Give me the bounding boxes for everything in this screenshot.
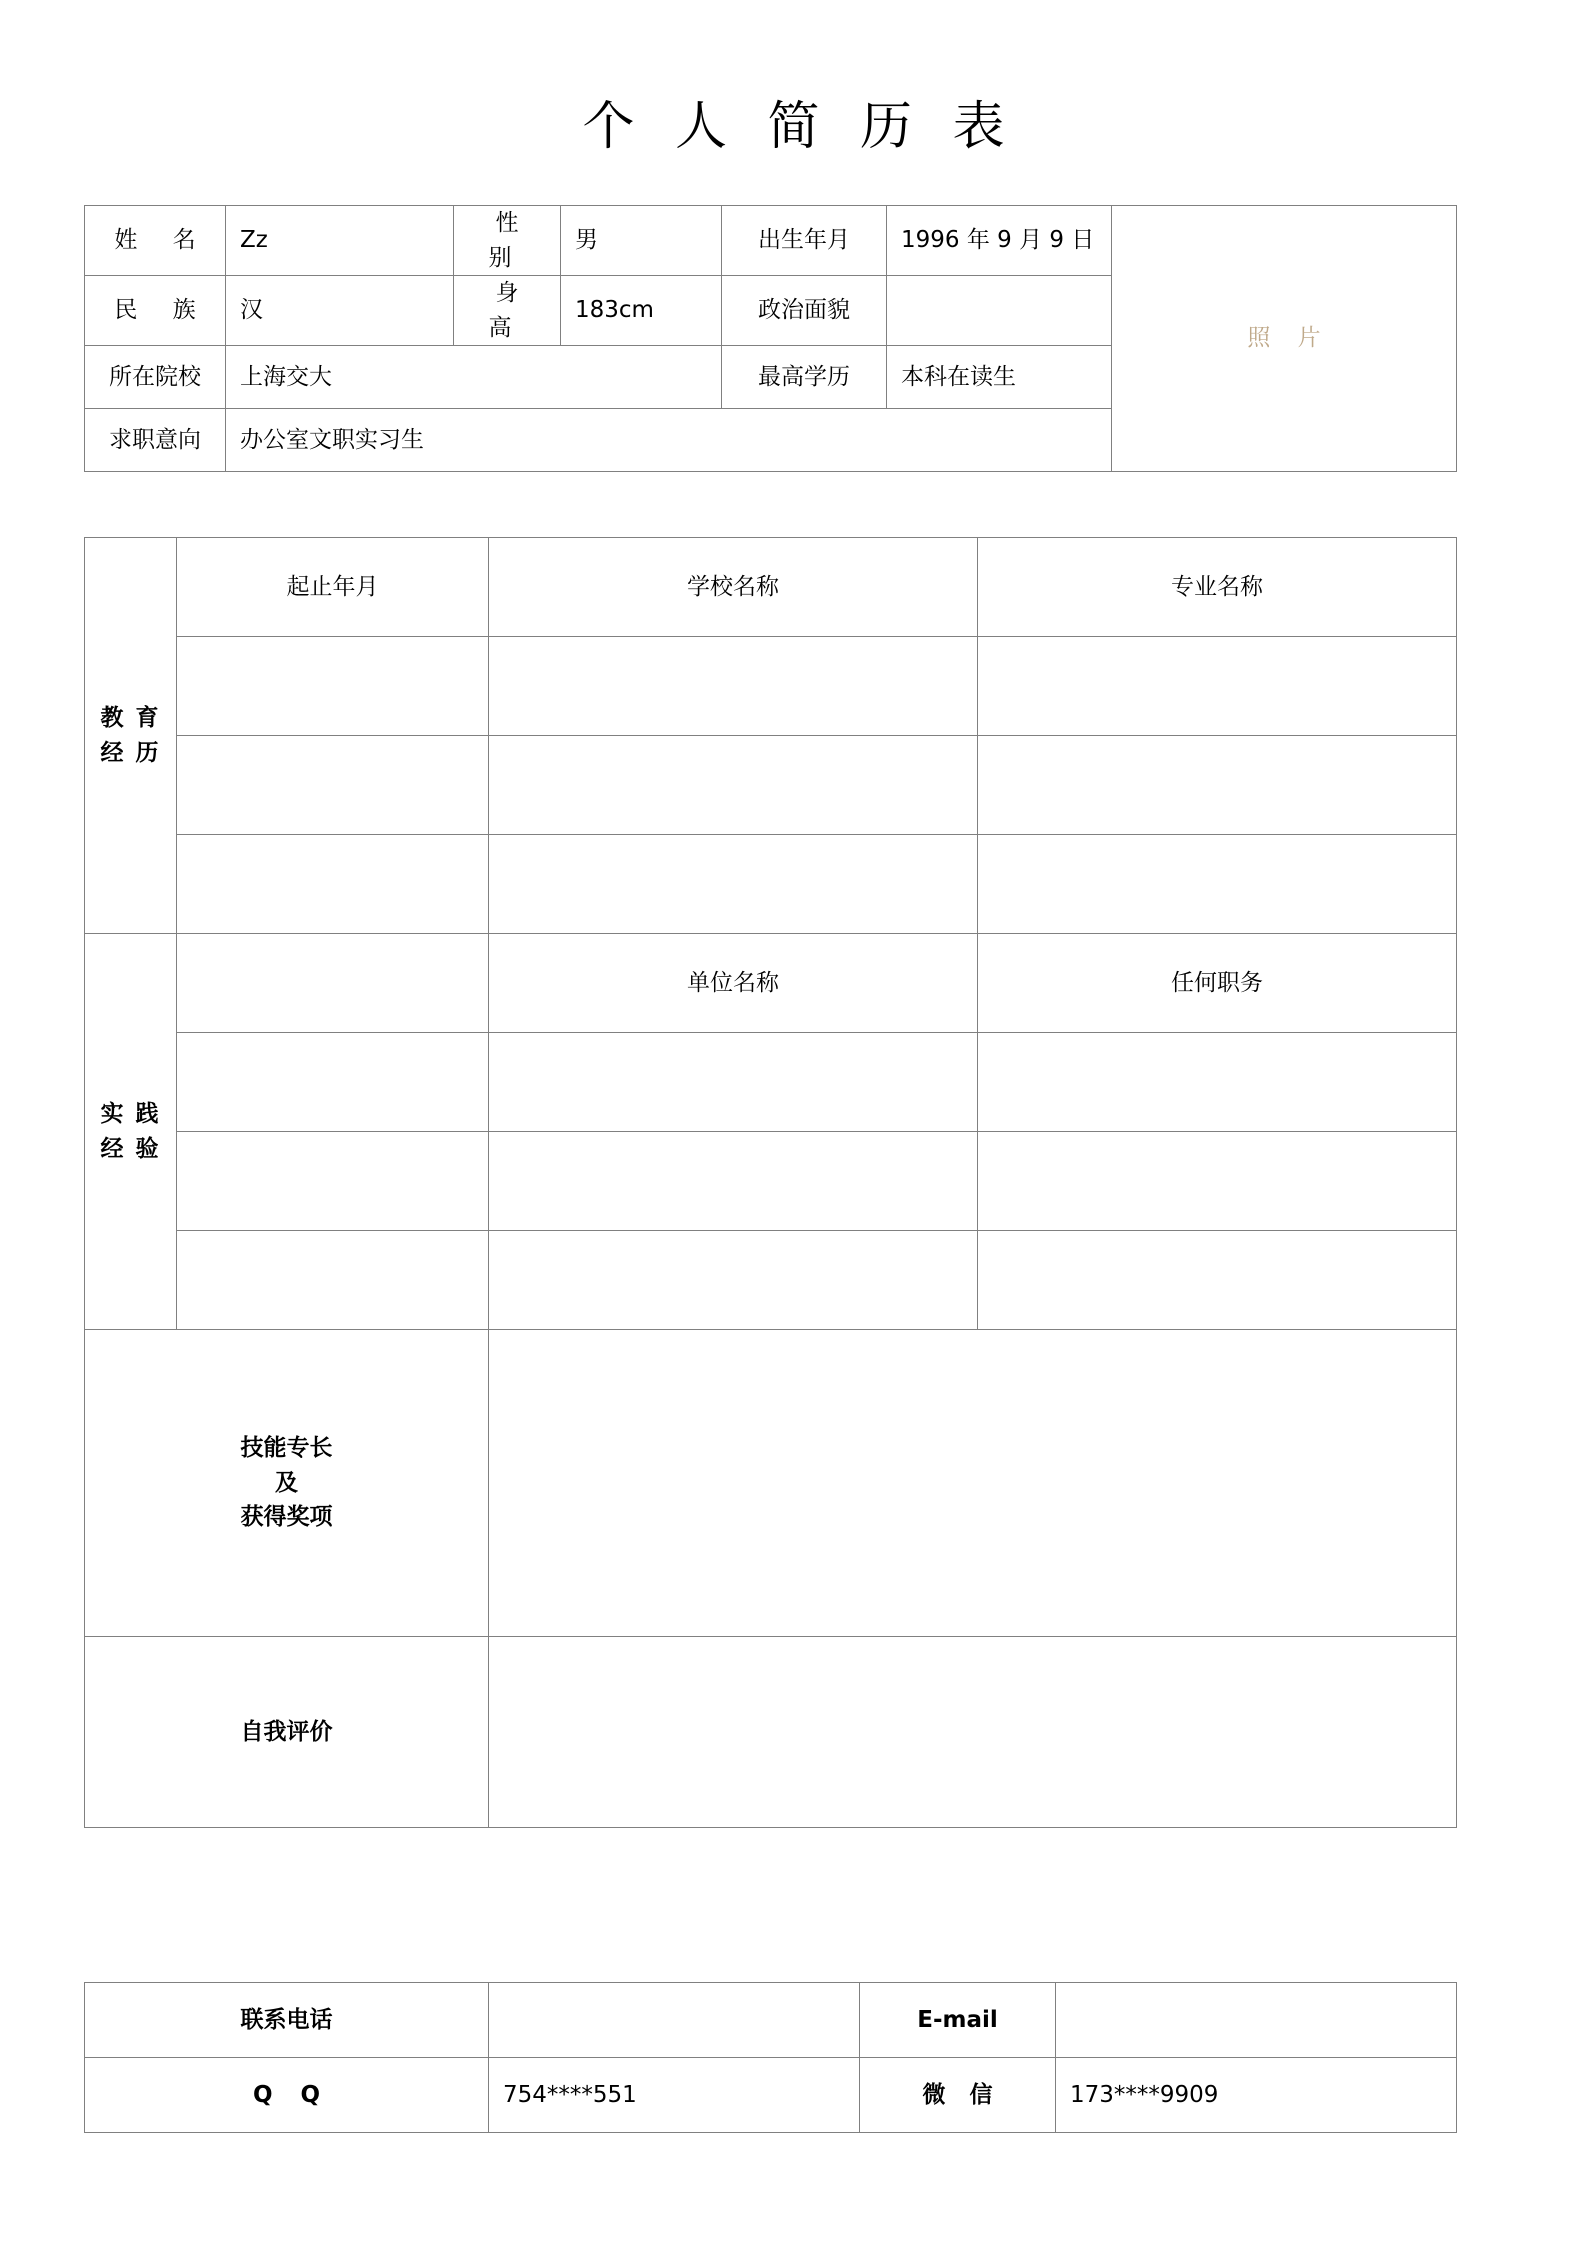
experience-cell-dates[interactable] bbox=[177, 1033, 489, 1132]
education-cell-dates[interactable] bbox=[177, 637, 489, 736]
height-label: 身 高 bbox=[454, 276, 561, 346]
personal-info-table bbox=[84, 205, 1457, 472]
school-label: 所在院校 bbox=[85, 346, 226, 409]
skills-section-content[interactable] bbox=[489, 1330, 1457, 1637]
table-row bbox=[85, 1983, 1457, 2058]
gender-value[interactable]: 男 bbox=[561, 206, 722, 276]
table-row bbox=[85, 1132, 1457, 1231]
political-status-label: 政治面貌 bbox=[722, 276, 887, 346]
education-cell-school[interactable] bbox=[489, 637, 978, 736]
table-row bbox=[85, 736, 1457, 835]
ethnicity-value[interactable]: 汉 bbox=[226, 276, 454, 346]
table-row bbox=[85, 1231, 1457, 1330]
table-row bbox=[85, 1033, 1457, 1132]
qq-value[interactable]: 754****551 bbox=[489, 2058, 860, 2133]
height-value[interactable]: 183cm bbox=[561, 276, 722, 346]
education-cell-school[interactable] bbox=[489, 736, 978, 835]
skills-section-label bbox=[85, 1330, 489, 1637]
experience-section-label: 实 践 经 验 bbox=[85, 934, 177, 1330]
education-column-school: 学校名称 bbox=[489, 538, 978, 637]
self-evaluation-label: 自我评价 bbox=[85, 1637, 489, 1828]
name-value[interactable]: Zz bbox=[226, 206, 454, 276]
experience-cell-organization[interactable] bbox=[489, 1231, 978, 1330]
table-row bbox=[85, 206, 1457, 276]
education-cell-major[interactable] bbox=[978, 736, 1457, 835]
photo-placeholder[interactable]: 照 片 bbox=[1112, 206, 1457, 472]
phone-label: 联系电话 bbox=[85, 1983, 489, 2058]
experience-cell-organization[interactable] bbox=[489, 1033, 978, 1132]
birth-label: 出生年月 bbox=[722, 206, 887, 276]
experience-cell-dates[interactable] bbox=[177, 1132, 489, 1231]
experience-cell-dates[interactable] bbox=[177, 1231, 489, 1330]
job-intention-value[interactable]: 办公室文职实习生 bbox=[226, 409, 1112, 472]
education-column-major: 专业名称 bbox=[978, 538, 1457, 637]
political-status-value[interactable] bbox=[887, 276, 1112, 346]
qq-label: Q Q bbox=[85, 2058, 489, 2133]
table-row bbox=[85, 2058, 1457, 2133]
wechat-label: 微 信 bbox=[860, 2058, 1056, 2133]
education-cell-dates[interactable] bbox=[177, 736, 489, 835]
experience-column-position: 任何职务 bbox=[978, 934, 1457, 1033]
page-title: 个 人 简 历 表 bbox=[582, 97, 1017, 157]
birth-value[interactable]: 1996 年 9 月 9 日 bbox=[887, 206, 1112, 276]
education-cell-major[interactable] bbox=[978, 835, 1457, 934]
job-intention-label: 求职意向 bbox=[85, 409, 226, 472]
highest-education-value[interactable]: 本科在读生 bbox=[887, 346, 1112, 409]
ethnicity-label: 民 族 bbox=[85, 276, 226, 346]
education-column-dates: 起止年月 bbox=[177, 538, 489, 637]
experience-cell-organization[interactable] bbox=[489, 1132, 978, 1231]
experience-cell-position[interactable] bbox=[978, 1231, 1457, 1330]
resume-body-table bbox=[84, 537, 1457, 1828]
self-evaluation-content[interactable] bbox=[489, 1637, 1457, 1828]
highest-education-label: 最高学历 bbox=[722, 346, 887, 409]
name-label: 姓 名 bbox=[85, 206, 226, 276]
education-section-label: 教 育 经 历 bbox=[85, 538, 177, 934]
table-row bbox=[85, 835, 1457, 934]
skills-label-line-3: 获得奖项 bbox=[240, 1504, 333, 1531]
email-value[interactable] bbox=[1056, 1983, 1457, 2058]
table-row bbox=[85, 1330, 1457, 1637]
email-label: E-mail bbox=[860, 1983, 1056, 2058]
school-value[interactable]: 上海交大 bbox=[226, 346, 722, 409]
skills-label-line-2: 及 bbox=[275, 1469, 298, 1496]
skills-label-line-1: 技能专长 bbox=[240, 1435, 333, 1462]
experience-column-dates bbox=[177, 934, 489, 1033]
experience-column-organization: 单位名称 bbox=[489, 934, 978, 1033]
phone-value[interactable] bbox=[489, 1983, 860, 2058]
table-row bbox=[85, 538, 1457, 637]
experience-cell-position[interactable] bbox=[978, 1033, 1457, 1132]
education-cell-dates[interactable] bbox=[177, 835, 489, 934]
table-row bbox=[85, 934, 1457, 1033]
education-cell-major[interactable] bbox=[978, 637, 1457, 736]
experience-cell-position[interactable] bbox=[978, 1132, 1457, 1231]
contact-table bbox=[84, 1982, 1457, 2133]
table-row bbox=[85, 1637, 1457, 1828]
table-row bbox=[85, 637, 1457, 736]
wechat-value[interactable]: 173****9909 bbox=[1056, 2058, 1457, 2133]
gender-label: 性 别 bbox=[454, 206, 561, 276]
education-cell-school[interactable] bbox=[489, 835, 978, 934]
